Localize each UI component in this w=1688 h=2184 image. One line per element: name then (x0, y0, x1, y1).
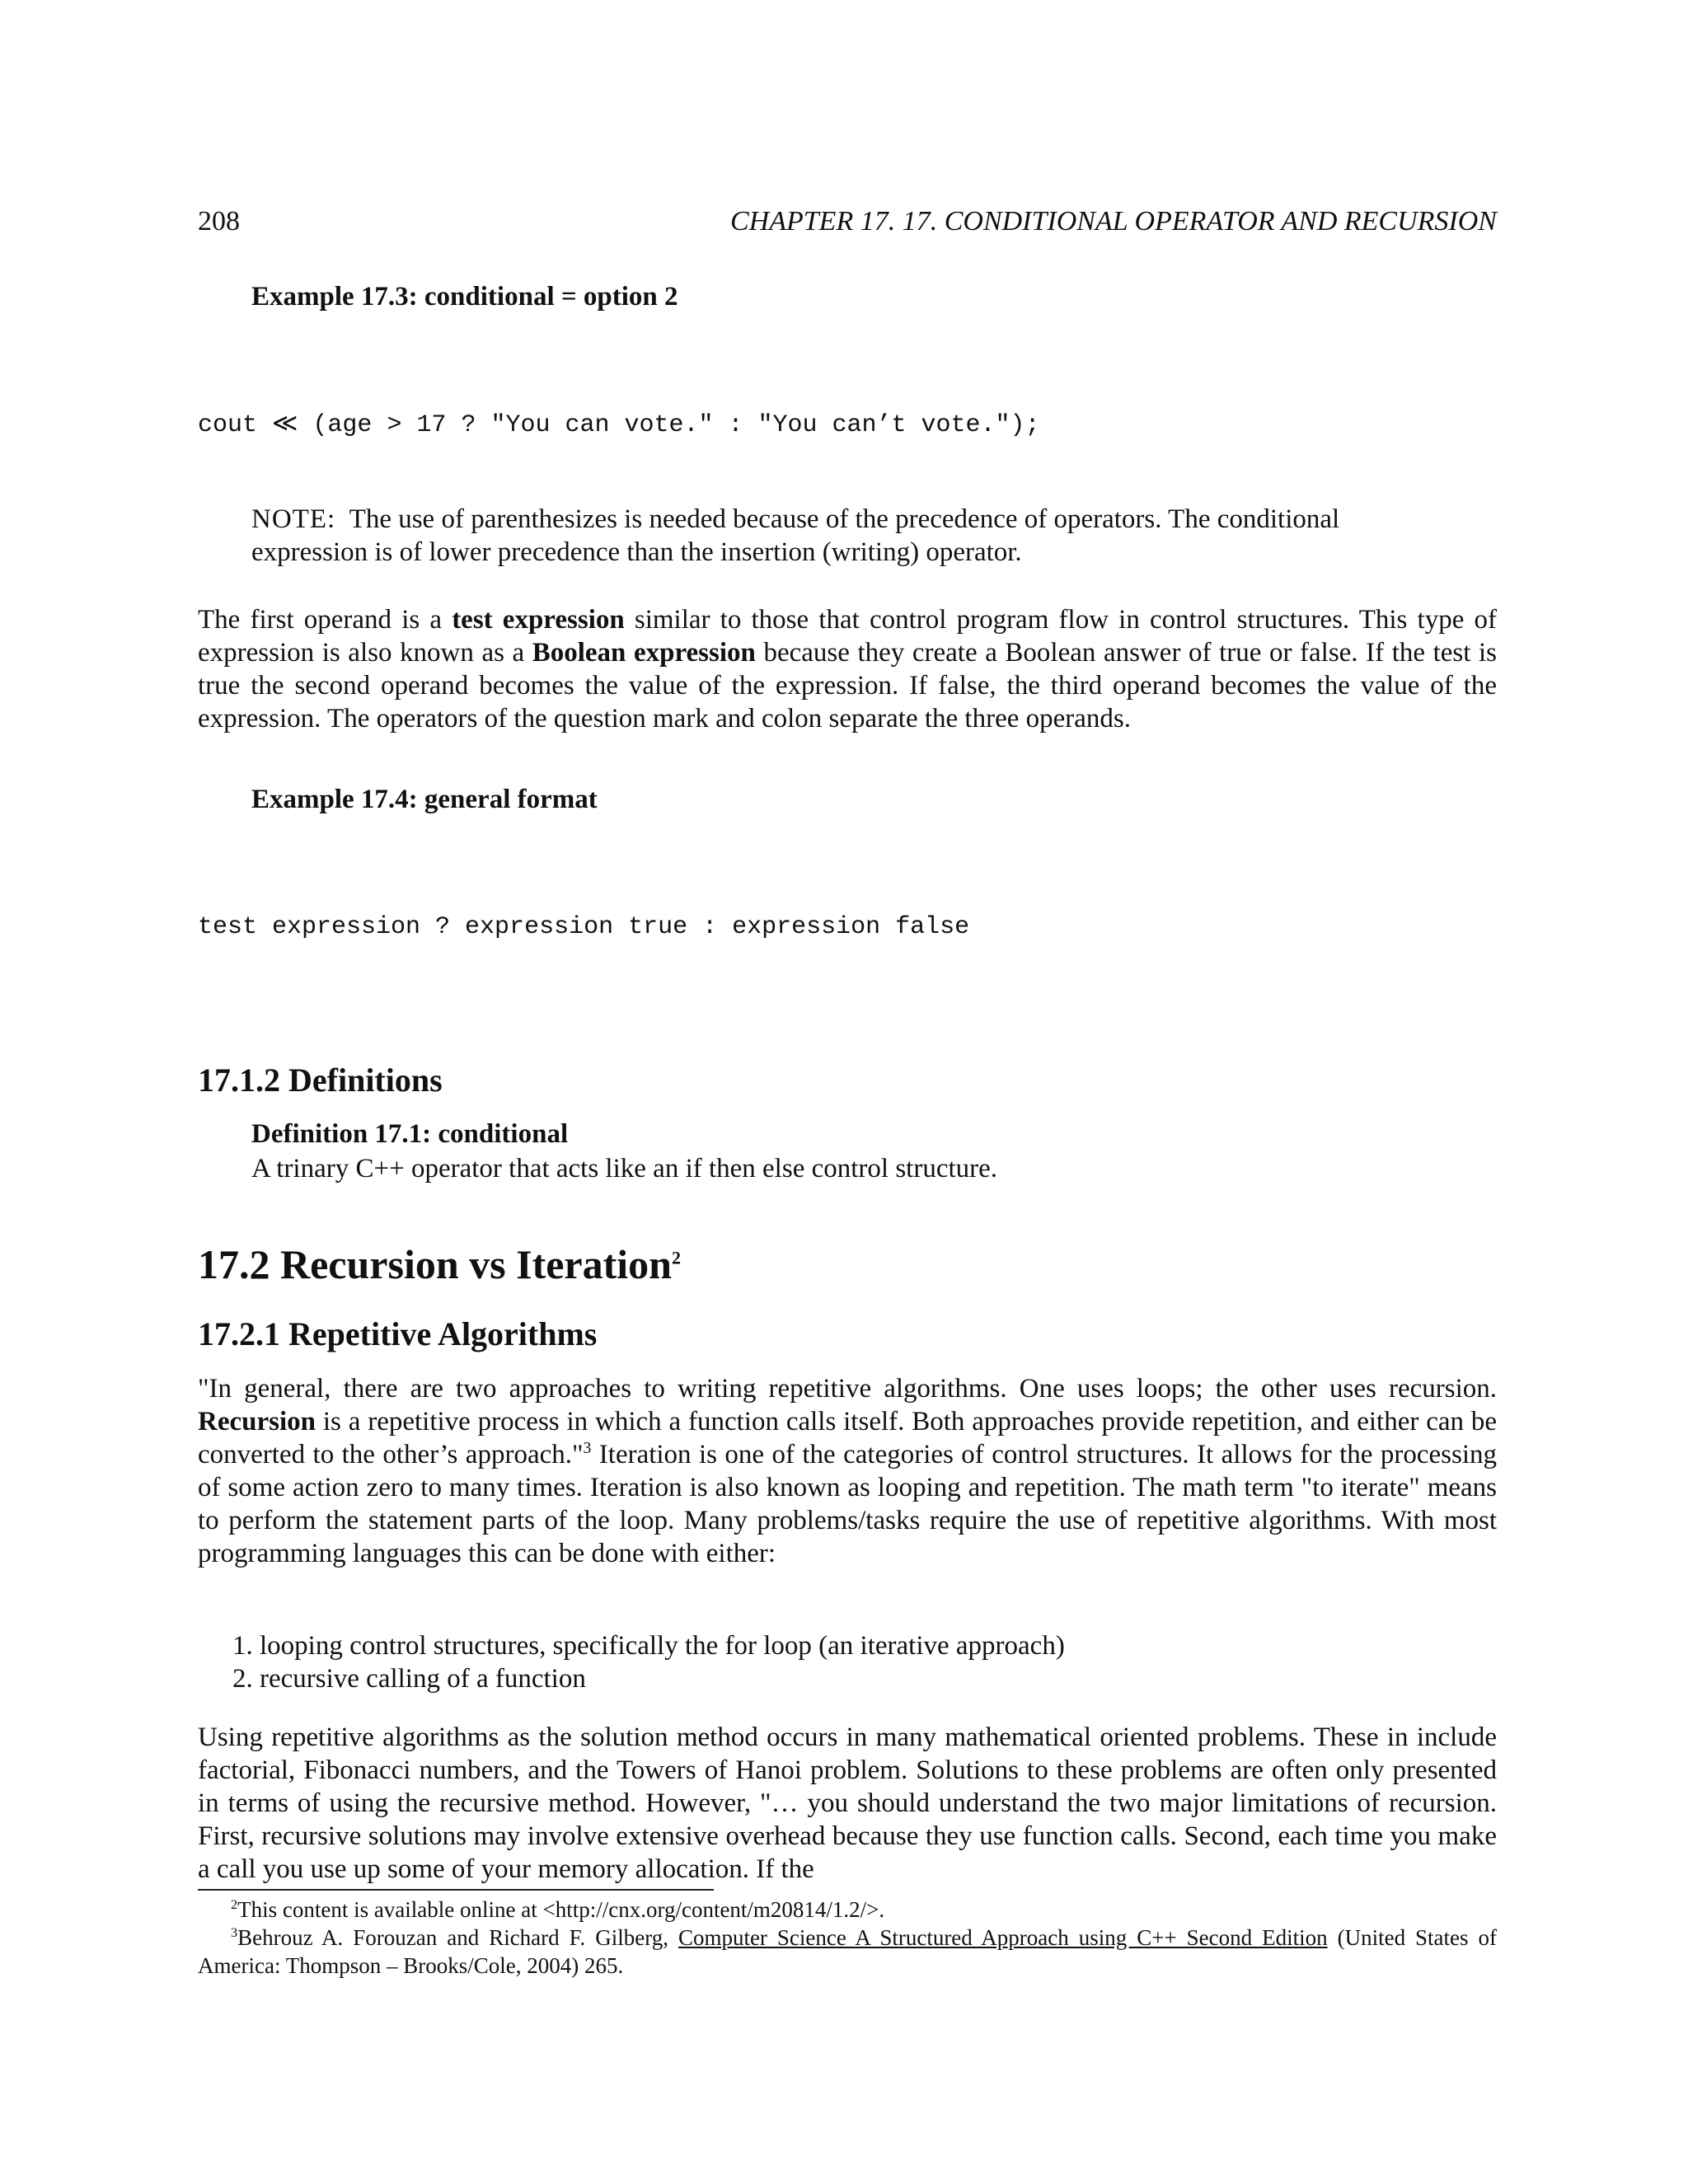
term-boolean-expression: Boolean expression (532, 638, 756, 668)
paragraph-text: because they create a Boolean answer of true or false. If the test is true the second operand becomes the value of the expression. If false, the third operand becomes the value of the expression. The operators of the question mark and colon separate the three operands. (198, 638, 1497, 733)
example-17-3-code: cout ≪ (age > 17 ? "You can vote." : "You can’t vote."); (198, 411, 1040, 439)
example-17-4-title: Example 17.4: general format (251, 785, 598, 814)
footnote-ref-3[interactable]: 3 (583, 1439, 592, 1457)
paragraph-text: is a repetitive process in which a function calls itself. Both approaches provide repetition, and either can be converted to the other’s approach." (198, 1407, 1497, 1469)
heading-17-1-2: 17.1.2 Definitions (198, 1062, 443, 1099)
list-text: recursive calling of a function (260, 1664, 586, 1694)
footnote-text: This content is available online at <http://cnx.org/content/m20814/1.2/>. (237, 1897, 885, 1922)
example-17-3-title: Example 17.3: conditional = option 2 (251, 282, 678, 312)
paragraph-operands (198, 603, 1497, 735)
footnotes (198, 1896, 1497, 1980)
list-item (232, 1662, 1065, 1695)
list-number: 1. (232, 1631, 253, 1661)
example-17-4-code: test expression ? expression true : expression false (198, 913, 970, 941)
heading-17-2 (198, 1240, 681, 1288)
heading-17-2-text: 17.2 Recursion vs Iteration (198, 1241, 672, 1287)
term-recursion: Recursion (198, 1407, 316, 1436)
paragraph-limitations: Using repetitive algorithms as the solution method occurs in many mathematical oriented problems. These in include factorial, Fibonacci numbers, and the Towers of Hanoi problem. Solutions to these problems are often only presented in terms of using the recursive method. However, "… you should understand the two major limitations of recursion. First, recursive solutions may involve extensive overhead because they use function calls. Second, each time you make a call you use up some of your memory allocation. If the (198, 1722, 1497, 1884)
paragraph-text: Iteration is one of the categories of control structures. It allows for the processing of some action zero to many times. Iteration is also known as looping and repetition. The math term "to iterate" means to perform the statement parts of the loop. Many problems/tasks require the use of repetitive algorithms. With most programming languages this can be done with either: (198, 1440, 1498, 1568)
term-test-expression: test expression (452, 605, 625, 635)
repetition-list (232, 1629, 1065, 1695)
page-number: 208 (198, 206, 240, 237)
note-label: NOTE: (251, 504, 336, 534)
footnote-mark: 3 (231, 1925, 238, 1940)
running-title: CHAPTER 17. 17. CONDITIONAL OPERATOR AND RECURSION (730, 206, 1497, 237)
paragraph-text: The first operand is a (198, 605, 452, 635)
book-title-link[interactable]: Computer Science A Structured Approach using C++ Second Edition (678, 1925, 1328, 1950)
note-line-1: The use of parenthesizes is needed because of the precedence of operators. The conditional (349, 504, 1340, 534)
footnote-3 (198, 1924, 1497, 1980)
definition-17-1-text: A trinary C++ operator that acts like an if then else control structure. (251, 1154, 998, 1183)
paragraph-text: similar to those that control program flow in control structures. This type of expression is also known as a (198, 605, 1498, 668)
definition-17-1-title: Definition 17.1: conditional (251, 1119, 569, 1149)
footnote-text: (United States of America: Thompson – Brooks/Cole, 2004) 265. (198, 1925, 1498, 1978)
footnote-rule (198, 1889, 714, 1891)
paragraph-text: "In general, there are two approaches to writing repetitive algorithms. One uses loops; the other uses recursion. (198, 1374, 1497, 1404)
footnote-ref-2[interactable]: 2 (671, 1247, 681, 1268)
footnote-text: Behrouz A. Forouzan and Richard F. Gilberg, (237, 1925, 678, 1950)
note-line-2: expression is of lower precedence than the insertion (writing) operator. (251, 537, 1022, 567)
paragraph-repetitive (198, 1372, 1497, 1570)
list-text: looping control structures, specifically the for loop (an iterative approach) (260, 1631, 1065, 1661)
heading-17-2-1: 17.2.1 Repetitive Algorithms (198, 1315, 598, 1352)
footnote-mark: 2 (231, 1897, 238, 1912)
list-number: 2. (232, 1664, 253, 1694)
footnote-2 (198, 1896, 1497, 1924)
running-header (198, 206, 1497, 247)
list-item (232, 1629, 1065, 1662)
note-block (251, 503, 1438, 569)
